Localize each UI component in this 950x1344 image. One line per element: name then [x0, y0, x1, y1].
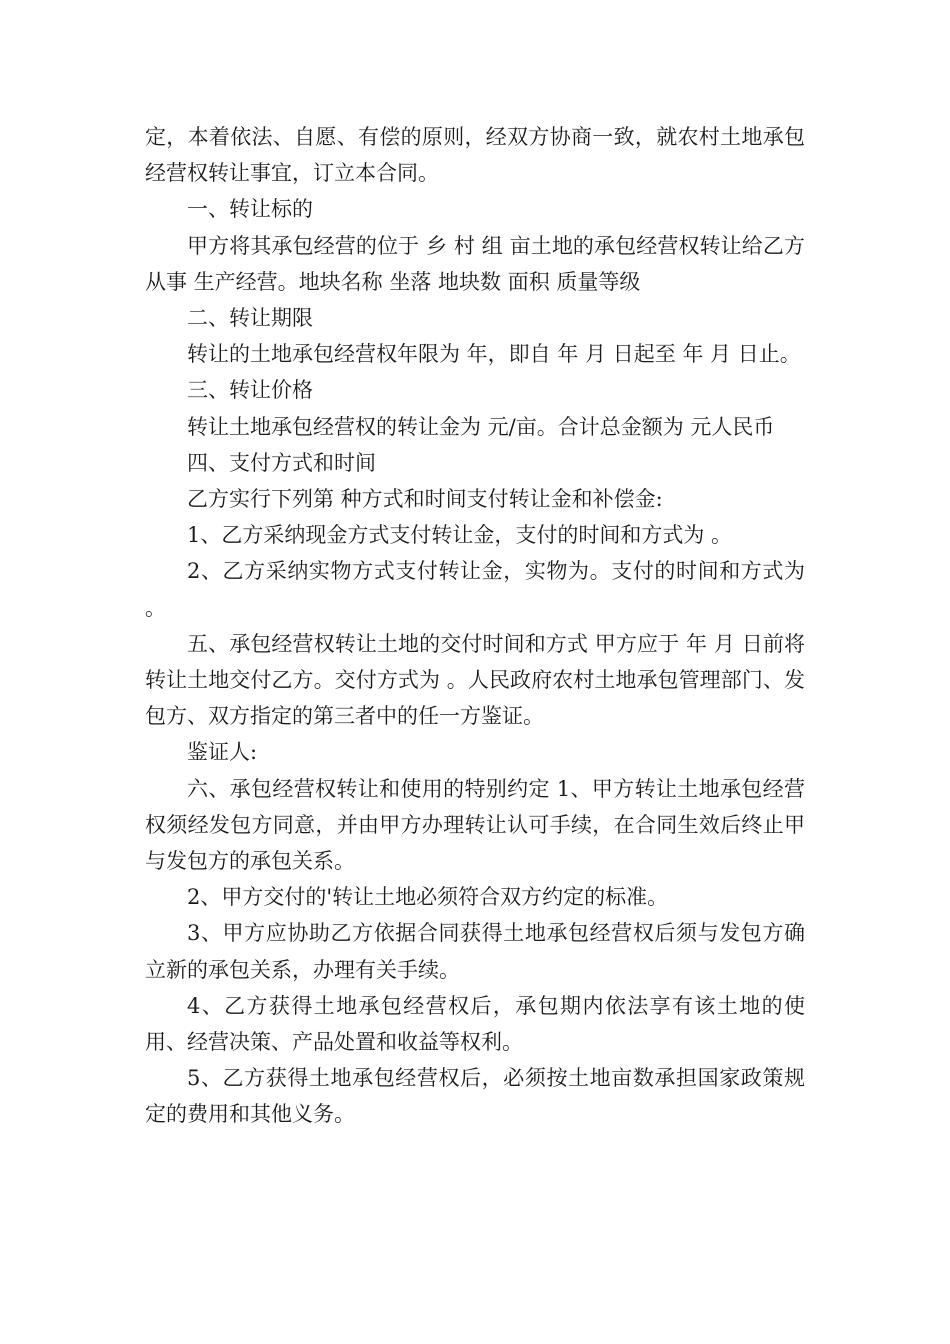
section-heading-1: 一、转让标的	[187, 197, 313, 222]
paragraph-transfer-term: 转让的土地承包经营权年限为 年，即自 年 月 日起至 年 月 日止。	[187, 342, 801, 367]
paragraph-transfer-subject: 甲方将其承包经营的位于 乡 村 组 亩土地的承包经营权转让给乙方从事 生产经营。地块名称 坐落 地块数 面积 质量等级	[145, 233, 805, 294]
paragraph-continuation: 定，本着依法、自愿、有偿的原则，经双方协商一致，就农村土地承包经营权转让事宜，订立本合同。	[145, 125, 805, 186]
section-heading-3: 三、转让价格	[187, 378, 313, 403]
paragraph-section-6: 六、承包经营权转让和使用的特别约定 1、甲方转让土地承包经营权须经发包方同意，并由甲方办理转让认可手续，在合同生效后终止甲与发包方的承包关系。	[145, 776, 805, 874]
paragraph-witness: 鉴证人:	[187, 740, 258, 765]
paragraph-payment-kind: 2、乙方采纳实物方式支付转让金，实物为。支付的时间和方式为 。	[145, 559, 805, 620]
paragraph-clause-2: 2、甲方交付的'转让土地必须符合双方约定的标准。	[187, 885, 669, 910]
paragraph-clause-4: 4、乙方获得土地承包经营权后，承包期内依法享有该土地的使用、经营决策、产品处置和收益等权利。	[145, 993, 805, 1055]
paragraph-transfer-price: 转让土地承包经营权的转让金为 元/亩。合计总金额为 元人民币	[187, 414, 775, 439]
paragraph-clause-3: 3、甲方应协助乙方依据合同获得土地承包经营权后须与发包方确立新的承包关系，办理有关手续。	[145, 921, 805, 982]
paragraph-payment-intro: 乙方实行下列第 种方式和时间支付转让金和补偿金:	[187, 487, 663, 512]
paragraph-section-5: 五、承包经营权转让土地的交付时间和方式 甲方应于 年 月 日前将转让土地交付乙方。交付方式为 。人民政府农村土地承包管理部门、发包方、双方指定的第三者中的任一方鉴证。	[145, 631, 805, 729]
document-body	[145, 119, 805, 1133]
paragraph-clause-5: 5、乙方获得土地承包经营权后，必须按土地亩数承担国家政策规定的费用和其他义务。	[145, 1066, 805, 1127]
section-heading-2: 二、转让期限	[187, 306, 313, 331]
section-heading-4: 四、支付方式和时间	[187, 450, 376, 475]
paragraph-payment-cash: 1、乙方采纳现金方式支付转让金，支付的时间和方式为 。	[187, 523, 733, 548]
